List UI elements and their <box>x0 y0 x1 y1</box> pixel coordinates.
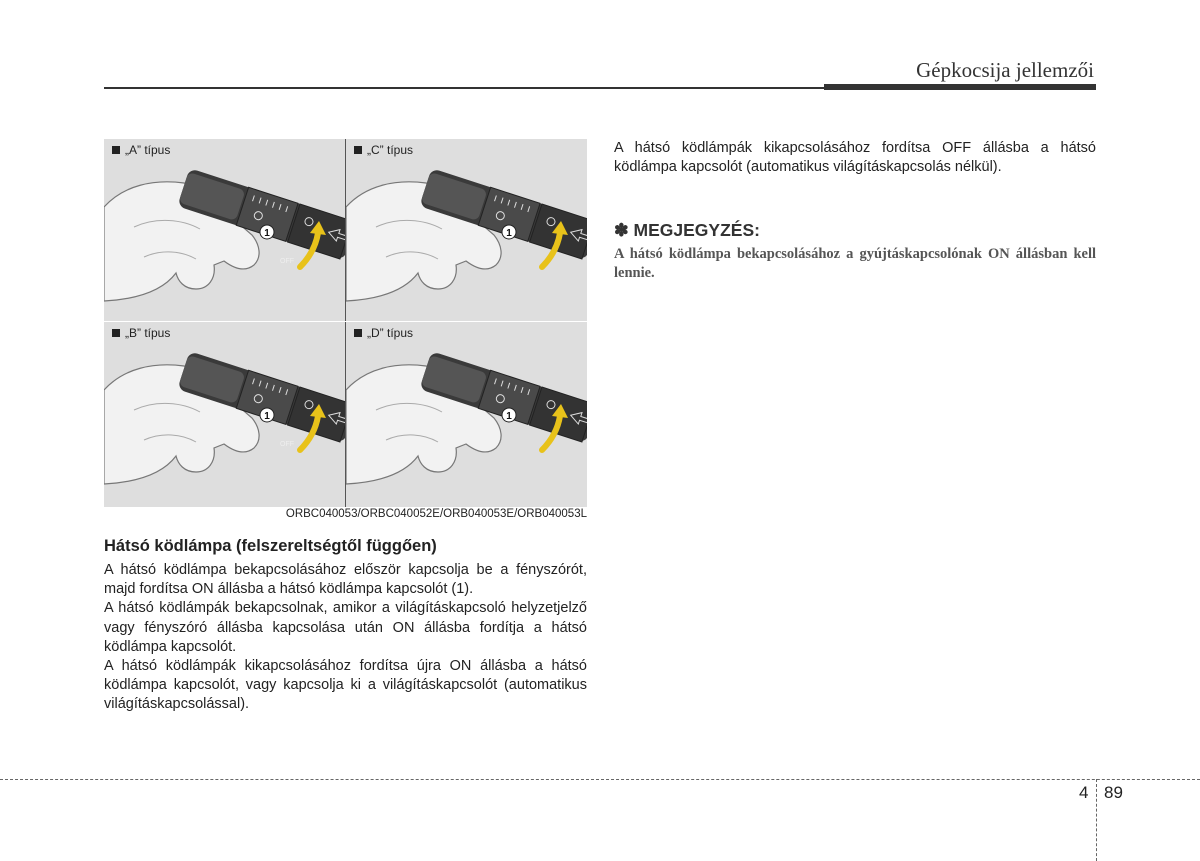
lever-illustration <box>346 322 587 507</box>
panel-label <box>112 143 170 157</box>
panel-label <box>112 326 170 340</box>
figure-caption: ORBC040053/ORBC040052E/ORB040053E/ORB040053L <box>285 508 587 520</box>
lever-illustration <box>104 139 345 321</box>
paragraph: A hátsó ködlámpák kikapcsolásához fordítsa újra ON állásba a hátsó ködlámpa kapcsolót, vagy kapcsolja ki a világításkapcsolót (automatikus világításkapcsolással). <box>104 658 587 713</box>
section-heading: Hátsó ködlámpa (felszereltségtől függően) <box>104 537 437 555</box>
chapter-number: 4 <box>1079 783 1089 802</box>
header-rule <box>104 87 824 89</box>
footer-divider <box>0 779 1200 780</box>
callout-number: 1 <box>506 411 512 422</box>
panel-label <box>354 326 413 340</box>
paragraph: A hátsó ködlámpák bekapcsolnak, amikor a világításkapcsoló helyzetjelző vagy fényszóró állásba kapcsolása után ON állásba fordítja a hátsó ködlámpa kapcsolót. <box>104 600 587 655</box>
figure-panel-type-d <box>346 322 587 507</box>
right-body-text: A hátsó ködlámpák kikapcsolásához fordítsa OFF állásba a hátsó ködlámpa kapcsolót (automatikus világításkapcsolás nélkül). <box>614 140 1096 176</box>
paragraph: A hátsó ködlámpa bekapcsolásához először kapcsolja be a fényszórót, majd fordítsa ON állásba a hátsó ködlámpa kapcsolót (1). <box>104 562 587 598</box>
lever-illustration <box>346 139 587 321</box>
callout-number: 1 <box>264 228 270 239</box>
grid-divider <box>104 321 587 322</box>
panel-label-text: „A” típus <box>125 143 171 157</box>
grid-divider <box>345 139 346 507</box>
lever-illustration <box>104 322 345 507</box>
panel-label-text: „D” típus <box>367 326 414 340</box>
square-bullet-icon <box>354 329 362 337</box>
figure-panel-type-a <box>104 139 345 321</box>
note-body: A hátsó ködlámpa bekapcsolásához a gyújtáskapcsolónak ON állásban kell lennie. <box>614 246 1096 281</box>
square-bullet-icon <box>112 146 120 154</box>
left-body-text <box>104 561 587 715</box>
note-heading: ✽ MEGJEGYZÉS: <box>614 220 760 240</box>
panel-label <box>354 143 413 157</box>
footer-divider-vertical <box>1096 779 1097 861</box>
page-number: 89 <box>1104 783 1123 802</box>
header-rule-accent <box>824 84 1096 90</box>
lever-figure-grid <box>104 139 587 507</box>
panel-label-text: „B” típus <box>125 326 171 340</box>
switch-position-text: OFF <box>280 258 294 265</box>
square-bullet-icon <box>354 146 362 154</box>
page-header-title: Gépkocsija jellemzői <box>916 58 1094 82</box>
panel-label-text: „C” típus <box>367 143 414 157</box>
figure-panel-type-c <box>346 139 587 321</box>
square-bullet-icon <box>112 329 120 337</box>
figure-panel-type-b <box>104 322 345 507</box>
switch-position-text: OFF <box>280 441 294 448</box>
callout-number: 1 <box>506 228 512 239</box>
callout-number: 1 <box>264 411 270 422</box>
